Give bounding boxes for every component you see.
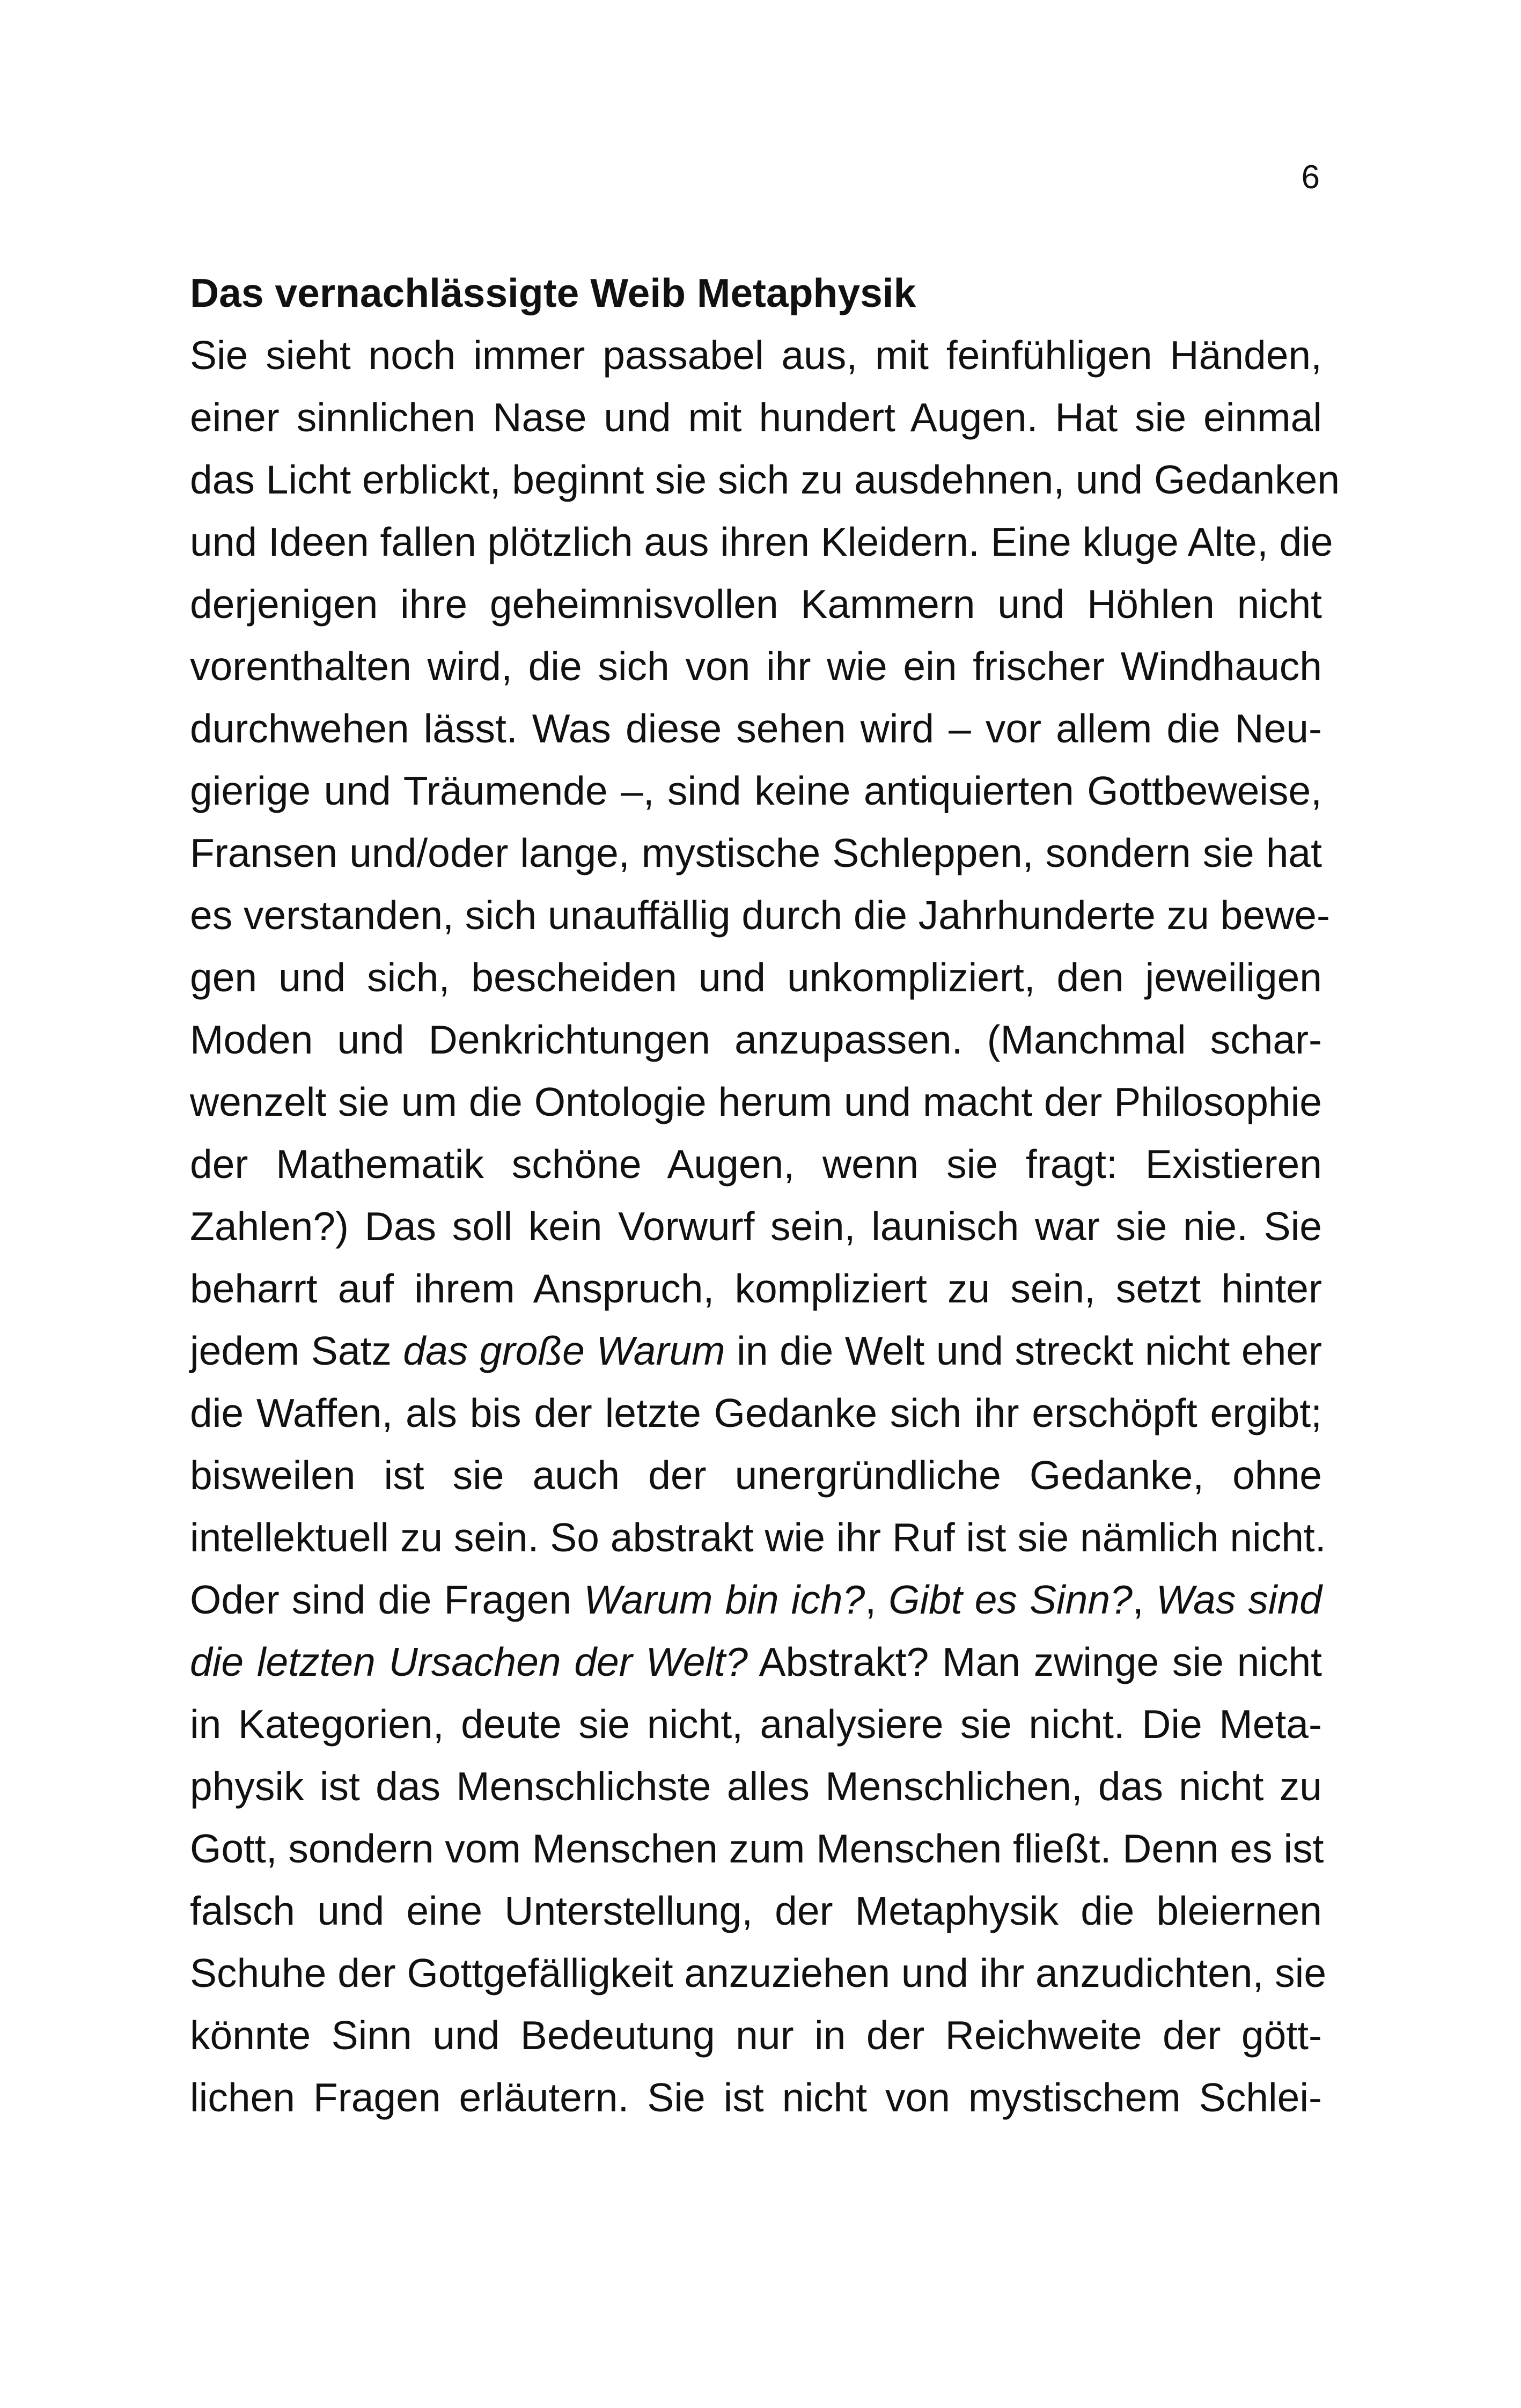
text-line bbox=[190, 448, 1340, 511]
text-segment: in Kategorien, deute sie nicht, analysiere sie nicht. Die Meta- bbox=[190, 1702, 1322, 1747]
text-segment: Moden und Denkrichtungen anzupassen. (Manchmal schar- bbox=[190, 1017, 1322, 1062]
text-segment: , bbox=[1132, 1577, 1156, 1622]
text-segment: und Ideen fallen plötzlich aus ihren Kleidern. Eine kluge Alte, die bbox=[190, 519, 1333, 564]
text-segment: die Waffen, als bis der letzte Gedanke sich ihr erschöpft ergibt; bbox=[190, 1390, 1322, 1435]
text-line bbox=[190, 573, 1322, 635]
text-segment: bisweilen ist sie auch der unergründliche Gedanke, ohne bbox=[190, 1453, 1322, 1498]
text-segment: falsch und eine Unterstellung, der Metaphysik die bleiernen bbox=[190, 1888, 1322, 1933]
text-segment: derjenigen ihre geheimnisvollen Kammern und Höhlen nicht bbox=[190, 581, 1322, 627]
text-segment: , bbox=[865, 1577, 889, 1622]
text-line bbox=[190, 884, 1330, 946]
text-line bbox=[190, 1195, 1322, 1257]
text-line bbox=[190, 1257, 1322, 1320]
text-line bbox=[190, 1693, 1322, 1755]
text-segment: einer sinnlichen Nase und mit hundert Augen. Hat sie einmal bbox=[190, 395, 1322, 440]
text-segment: Oder sind die Fragen bbox=[190, 1577, 584, 1622]
text-line bbox=[190, 2004, 1322, 2066]
text-segment: Zahlen?) Das soll kein Vorwurf sein, launisch war sie nie. Sie bbox=[190, 1204, 1322, 1249]
text-segment: lichen Fragen erläutern. Sie ist nicht von mystischem Schlei- bbox=[190, 2075, 1322, 2120]
text-line bbox=[190, 1008, 1322, 1071]
paragraph bbox=[190, 324, 1340, 2129]
text-line bbox=[190, 1568, 1322, 1631]
italic-phrase: Gibt es Sinn? bbox=[888, 1577, 1133, 1622]
text-segment: Abstrakt? Man zwinge sie nicht bbox=[747, 1639, 1322, 1684]
text-segment: gen und sich, bescheiden und unkompliziert, den jeweiligen bbox=[190, 955, 1322, 1000]
text-line bbox=[190, 1755, 1322, 1817]
text-segment: gierige und Träumende –, sind keine antiquierten Gottbeweise, bbox=[190, 768, 1322, 813]
text-line bbox=[190, 511, 1333, 573]
text-line bbox=[190, 1880, 1322, 1942]
chapter-heading: Das vernachlässigte Weib Metaphysik bbox=[190, 270, 916, 315]
text-line bbox=[190, 822, 1322, 884]
text-line bbox=[190, 1444, 1322, 1506]
text-segment: beharrt auf ihrem Anspruch, kompliziert zu sein, setzt hinter bbox=[190, 1266, 1322, 1311]
text-line bbox=[190, 1942, 1327, 2004]
text-segment: es verstanden, sich unauffällig durch die Jahrhunderte zu bewe- bbox=[190, 893, 1330, 938]
italic-phrase: Was sind bbox=[1156, 1577, 1322, 1622]
text-line bbox=[190, 760, 1322, 822]
text-segment: könnte Sinn und Bedeutung nur in der Reichweite der gött- bbox=[190, 2013, 1322, 2058]
text-segment: das Licht erblickt, beginnt sie sich zu ausdehnen, und Gedanken bbox=[190, 457, 1340, 502]
text-line bbox=[190, 1506, 1326, 1568]
text-segment: Fransen und/oder lange, mystische Schleppen, sondern sie hat bbox=[190, 830, 1322, 875]
text-segment: intellektuell zu sein. So abstrakt wie ihr Ruf ist sie nämlich nicht. bbox=[190, 1515, 1326, 1560]
text-line bbox=[190, 1631, 1322, 1693]
text-segment: durchwehen lässt. Was diese sehen wird – vor allem die Neu- bbox=[190, 706, 1322, 751]
text-segment: Sie sieht noch immer passabel aus, mit feinfühligen Händen, bbox=[190, 333, 1322, 378]
text-line bbox=[190, 1817, 1322, 1880]
text-line bbox=[190, 697, 1322, 760]
text-line bbox=[190, 324, 1322, 386]
text-segment: vorenthalten wird, die sich von ihr wie ein frischer Windhauch bbox=[190, 644, 1322, 689]
text-segment: Schuhe der Gottgefälligkeit anzuziehen und ihr anzudichten, sie bbox=[190, 1950, 1327, 1995]
text-segment: physik ist das Menschlichste alles Menschlichen, das nicht zu bbox=[190, 1764, 1322, 1809]
italic-phrase: Warum bin ich? bbox=[584, 1577, 865, 1622]
text-segment: wenzelt sie um die Ontologie herum und macht der Philosophie bbox=[190, 1079, 1322, 1124]
text-block bbox=[190, 262, 1340, 2129]
text-line bbox=[190, 1320, 1322, 1382]
italic-phrase: das große Warum bbox=[403, 1328, 725, 1373]
text-segment: jedem Satz bbox=[190, 1328, 403, 1373]
text-segment: in die Welt und streckt nicht eher bbox=[725, 1328, 1322, 1373]
text-line bbox=[190, 386, 1322, 448]
text-segment: Gott, sondern vom Menschen zum Menschen fließt. Denn es ist bbox=[190, 1826, 1324, 1871]
italic-phrase: die letzten Ursachen der Welt? bbox=[190, 1639, 748, 1684]
page-number: 6 bbox=[1301, 159, 1320, 196]
text-line bbox=[190, 2066, 1322, 2129]
text-line bbox=[190, 635, 1322, 697]
text-segment: der Mathematik schöne Augen, wenn sie fragt: Existieren bbox=[190, 1142, 1322, 1187]
text-line bbox=[190, 1071, 1322, 1133]
text-line bbox=[190, 1133, 1322, 1195]
text-line bbox=[190, 946, 1322, 1008]
text-line bbox=[190, 1382, 1322, 1444]
